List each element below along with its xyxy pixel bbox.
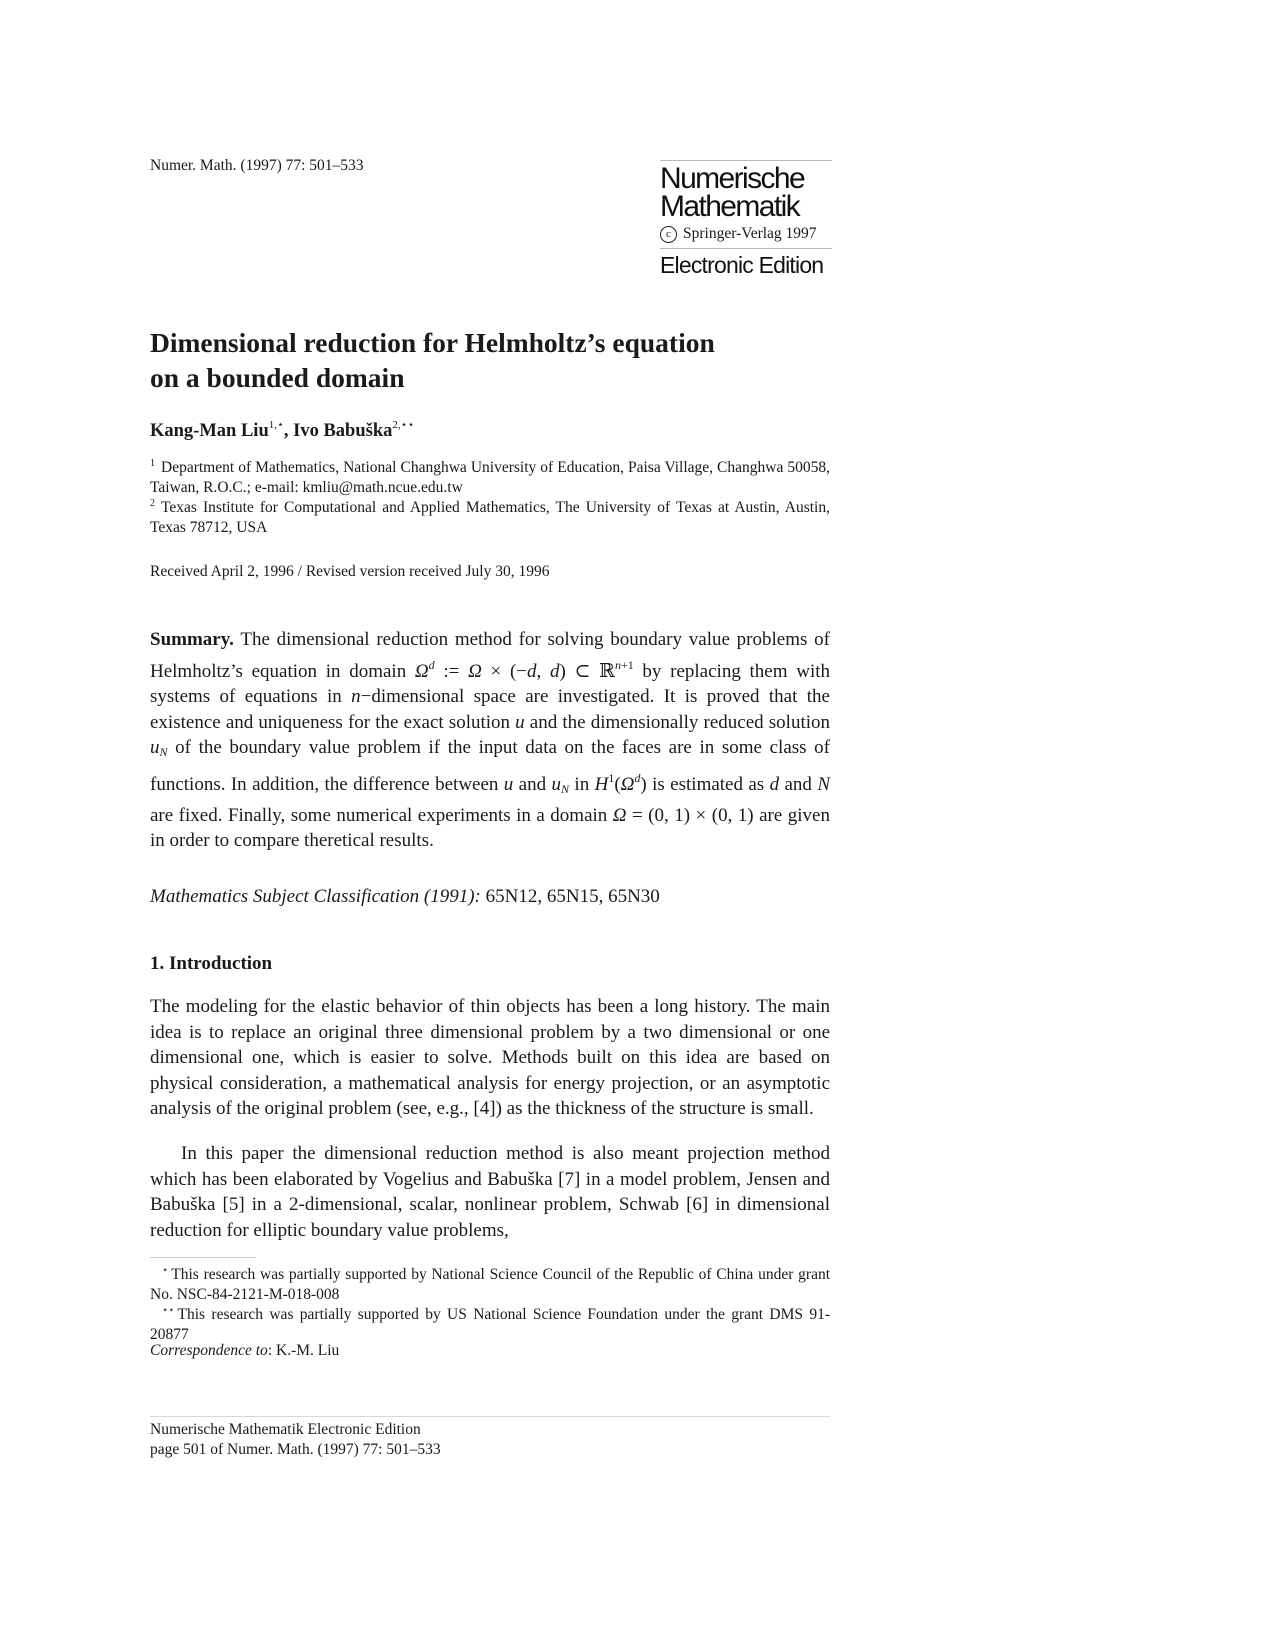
footnote-divider — [150, 1257, 256, 1258]
page-footer — [150, 1420, 441, 1460]
affiliation-2-number: 2 — [150, 498, 155, 509]
summary-text: are fixed. Finally, some numerical experiments in a domain — [150, 804, 613, 826]
section-heading: 1. Introduction — [150, 953, 273, 974]
math-u: u — [515, 711, 525, 733]
author-1-name: Kang-Man Liu — [150, 421, 269, 441]
correspondence-note — [150, 1341, 830, 1361]
footnote-1-text: This research was partially supported by National Science Council of the Republic of China under grant No. NSC-84-2121-M-018-008 — [150, 1266, 830, 1303]
paper-title — [150, 325, 830, 395]
math-n: n — [351, 686, 361, 708]
received-dates: Received April 2, 1996 / Revised version received July 30, 1996 — [150, 563, 550, 580]
math-sobolev-space: $H^1(\Omega^d)$ — [594, 770, 647, 795]
summary-paragraph — [150, 627, 830, 854]
author-2-marks: 2,⋆⋆ — [392, 419, 415, 431]
logo-publisher: Springer-Verlag 1997 — [683, 225, 817, 242]
summary-text: and — [779, 773, 818, 795]
title-line-1: Dimensional reduction for Helmholtz’s equation — [150, 327, 715, 358]
math-domain: $\Omega^d$ := Ω × (−d, d) ⊂ ℝ$^{n+1}$ — [414, 657, 634, 682]
subject-classification — [150, 886, 660, 908]
affiliation-1-text: Department of Mathematics, National Changhwa University of Education, Paisa Village, Changhwa 50058, Taiwan, R.O.C.; e-mail: kmliu@math.ncue.edu.tw — [150, 459, 830, 496]
journal-citation: Numer. Math. (1997) 77: 501–533 — [150, 157, 364, 174]
logo-copyright — [660, 225, 832, 243]
footnote-1 — [150, 1261, 830, 1305]
author-separator: , — [283, 421, 294, 441]
footer-line-1: Numerische Mathematik Electronic Edition — [150, 1421, 421, 1438]
msc-codes: 65N12, 65N15, 65N30 — [480, 886, 660, 907]
author-2-name: Ivo Babuška — [293, 421, 393, 441]
msc-label: Mathematics Subject Classification (1991): — [150, 886, 481, 907]
intro-paragraph-1: The modeling for the elastic behavior of thin objects has been a long history. The main idea is to replace an original three dimensional problem by a two dimensional or one dimensional one, which is easier to solve. Methods built on this idea are based on physical consideration, a mathematical analysis for energy projection, or an asymptotic analysis of the original problem (see, e.g., [4]) as the thickness of the structure is small. — [150, 996, 830, 1120]
logo-top-rule — [660, 160, 832, 161]
summary-text: and the dimensionally reduced solution — [524, 711, 830, 733]
correspondence-name: : K.-M. Liu — [267, 1342, 340, 1359]
affiliation-2 — [150, 494, 830, 538]
footer-line-2: page 501 of Numer. Math. (1997) 77: 501–533 — [150, 1441, 441, 1458]
math-u: u — [503, 773, 514, 795]
summary-text: in — [569, 773, 595, 795]
intro-paragraph-2: In this paper the dimensional reduction method is also meant projection method which has been elaborated by Vogelius and Babuška [7] in a model problem, Jensen and Babuška [5] in a 2-dimensional, scalar, nonlinear problem, Schwab [6] in dimensional reduction for elliptic boundary value problems, — [150, 1143, 830, 1241]
summary-label: Summary. — [150, 629, 234, 650]
affiliation-2-text: Texas Institute for Computational and Applied Mathematics, The University of Texas at Austin, Austin, Texas 78712, USA — [150, 499, 830, 536]
summary-text: of the boundary value problem if the input data on the faces are in some class of functions. In addition, the difference between — [150, 737, 830, 795]
affiliation-1-number: 1 — [150, 458, 155, 469]
summary-text: and — [513, 773, 552, 795]
affiliation-1 — [150, 454, 830, 498]
math-uN: $u_N$ — [551, 773, 570, 796]
summary-text: by replacing them with systems of equations in — [150, 660, 831, 708]
correspondence-label: Correspondence to — [150, 1342, 268, 1359]
summary-text: −dimensional space are investigated. It is proved that the existence and uniqueness for the exact solution — [150, 686, 830, 733]
math-d: d — [769, 773, 780, 795]
summary-text: The dimensional reduction method for solving boundary value problems of Helmholtz’s equation in domain — [150, 629, 830, 682]
author-1-marks: 1,⋆ — [268, 419, 284, 431]
logo-line-1: Numerische — [660, 162, 805, 195]
footnote-2 — [150, 1301, 830, 1345]
math-unit-square: Ω = (0, 1) × (0, 1) — [612, 804, 754, 826]
footer-divider — [150, 1416, 830, 1417]
logo-mid-rule — [660, 248, 832, 249]
math-uN: $u_N$ — [150, 737, 168, 760]
title-line-2: on a bounded domain — [150, 362, 405, 393]
copyright-icon: c — [660, 226, 677, 243]
logo-line-2: Mathematik — [660, 190, 800, 223]
summary-text: is estimated as — [646, 773, 770, 795]
journal-logo — [660, 160, 832, 279]
logo-edition: Electronic Edition — [660, 252, 824, 278]
math-N: N — [817, 773, 830, 795]
footnote-2-text: This research was partially supported by US National Science Foundation under the grant DMS 91-20877 — [150, 1306, 830, 1343]
author-list — [150, 418, 414, 442]
footnote-2-mark: ⋆⋆ — [162, 1305, 175, 1316]
summary-text: are given in order to compare theretical results. — [150, 804, 830, 852]
footnote-1-mark: ⋆ — [162, 1265, 169, 1276]
